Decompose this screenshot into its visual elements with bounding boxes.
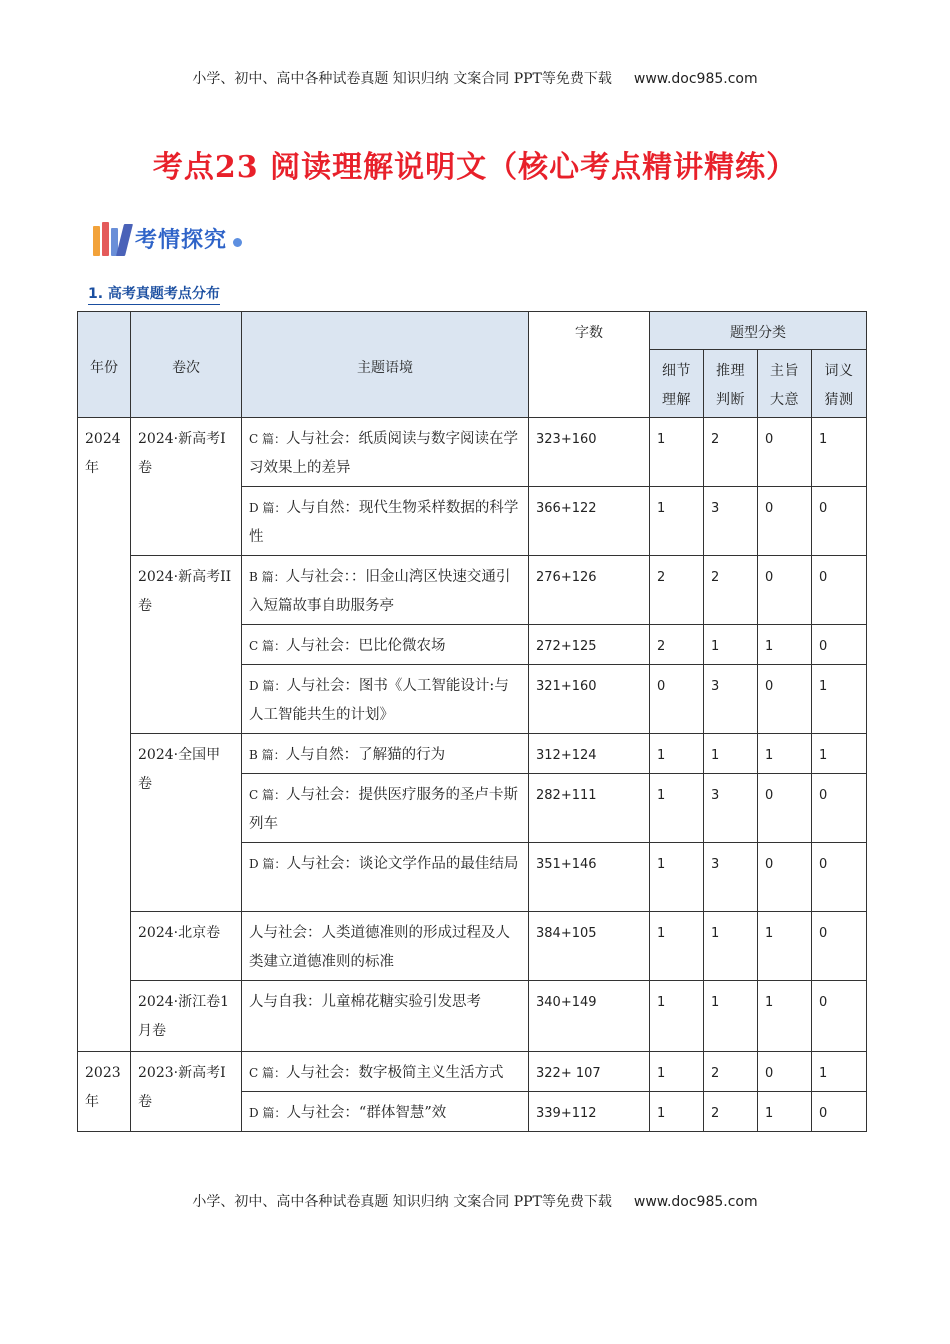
infer-count-cell: 2: [704, 1092, 758, 1132]
table-row: [78, 1052, 867, 1092]
word-count-cell: 276+126: [529, 556, 650, 625]
detail-count-cell: 1: [650, 912, 704, 981]
main-count-cell: 0: [758, 418, 812, 487]
detail-count-cell: 2: [650, 556, 704, 625]
theme-text: 人与社会：提供医疗服务的圣卢卡斯列车: [249, 787, 518, 832]
infer-count-cell: 2: [704, 556, 758, 625]
theme-cell: [242, 487, 529, 556]
distribution-table: [77, 311, 867, 1132]
infer-count-cell: 1: [704, 981, 758, 1052]
main-count-cell: 1: [758, 912, 812, 981]
word-count-cell: 351+146: [529, 843, 650, 912]
header-year: 年份: [78, 312, 131, 418]
word-count-cell: 272+125: [529, 625, 650, 665]
vocab-count-cell: 0: [812, 843, 867, 912]
word-count-cell: 282+111: [529, 774, 650, 843]
detail-count-cell: 1: [650, 487, 704, 556]
vocab-count-cell: 1: [812, 665, 867, 734]
main-count-cell: 0: [758, 1052, 812, 1092]
vocab-count-cell: 1: [812, 1052, 867, 1092]
theme-cell: [242, 1092, 529, 1132]
passage-label: B 篇：: [249, 748, 286, 762]
word-count-cell: 366+122: [529, 487, 650, 556]
passage-label: C 篇：: [249, 639, 286, 653]
infer-count-cell: 1: [704, 912, 758, 981]
vocab-count-cell: 1: [812, 418, 867, 487]
detail-count-cell: 1: [650, 1092, 704, 1132]
detail-count-cell: 0: [650, 665, 704, 734]
infer-count-cell: 3: [704, 774, 758, 843]
main-count-cell: 0: [758, 556, 812, 625]
paper-cell: 2024·新高考II卷: [131, 556, 242, 734]
header-main: 主旨大意: [758, 350, 812, 418]
word-count-cell: 340+149: [529, 981, 650, 1052]
passage-label: B 篇：: [249, 570, 286, 584]
section-banner: [93, 216, 242, 260]
word-count-cell: 384+105: [529, 912, 650, 981]
theme-text: 人与自我：儿童棉花糖实验引发思考: [249, 994, 481, 1010]
paper-cell: 2024·北京卷: [131, 912, 242, 981]
detail-count-cell: 2: [650, 625, 704, 665]
theme-text: 人与社会：巴比伦微农场: [286, 638, 446, 654]
header-infer: 推理判断: [704, 350, 758, 418]
passage-label: C 篇：: [249, 432, 286, 446]
theme-text: 人与社会：谈论文学作品的最佳结局: [286, 856, 519, 872]
paper-cell: 2024·全国甲卷: [131, 734, 242, 912]
header-url[interactable]: www.doc985.com: [633, 71, 758, 87]
footer-text: 小学、初中、高中各种试卷真题 知识归纳 文案合同 PPT等免费下载: [192, 1194, 612, 1210]
theme-cell: [242, 912, 529, 981]
word-count-cell: 322+ 107: [529, 1052, 650, 1092]
infer-count-cell: 3: [704, 843, 758, 912]
infer-count-cell: 1: [704, 734, 758, 774]
table-row: [78, 734, 867, 774]
detail-count-cell: 1: [650, 1052, 704, 1092]
header-types: 题型分类: [650, 312, 867, 350]
detail-count-cell: 1: [650, 843, 704, 912]
infer-count-cell: 2: [704, 418, 758, 487]
table-row: [78, 912, 867, 981]
table-row: [78, 556, 867, 625]
infer-count-cell: 2: [704, 1052, 758, 1092]
word-count-cell: 339+112: [529, 1092, 650, 1132]
paper-cell: 2023·新高考I卷: [131, 1052, 242, 1132]
theme-text: 人与社会：纸质阅读与数字阅读在学习效果上的差异: [249, 431, 518, 476]
year-cell: 2024年: [78, 418, 131, 1052]
infer-count-cell: 3: [704, 665, 758, 734]
theme-text: 人与社会：“群体智慧”效: [286, 1105, 447, 1121]
theme-cell: [242, 981, 529, 1052]
passage-label: D 篇：: [249, 679, 287, 693]
vocab-count-cell: 0: [812, 487, 867, 556]
theme-cell: [242, 556, 529, 625]
theme-cell: [242, 843, 529, 912]
vocab-count-cell: 0: [812, 556, 867, 625]
table-body: [78, 418, 867, 1132]
books-icon: [93, 220, 131, 256]
theme-text: 人与社会：：旧金山湾区快速交通引入短篇故事自助服务亭: [249, 569, 511, 614]
word-count-cell: 321+160: [529, 665, 650, 734]
section-label: 1. 高考真题考点分布: [88, 283, 220, 305]
main-count-cell: 1: [758, 734, 812, 774]
vocab-count-cell: 1: [812, 734, 867, 774]
theme-text: 人与社会：数字极简主义生活方式: [286, 1065, 504, 1081]
main-count-cell: 0: [758, 487, 812, 556]
theme-cell: [242, 1052, 529, 1092]
theme-cell: [242, 625, 529, 665]
detail-count-cell: 1: [650, 418, 704, 487]
theme-cell: [242, 665, 529, 734]
main-count-cell: 1: [758, 1092, 812, 1132]
word-count-cell: 312+124: [529, 734, 650, 774]
header-words: 字数: [529, 312, 650, 418]
theme-text: 人与社会：图书《人工智能设计:与人工智能共生的计划》: [249, 678, 509, 723]
header-vocab: 词义猜测: [812, 350, 867, 418]
theme-cell: [242, 774, 529, 843]
theme-cell: [242, 734, 529, 774]
infer-count-cell: 3: [704, 487, 758, 556]
detail-count-cell: 1: [650, 774, 704, 843]
passage-label: C 篇：: [249, 1066, 286, 1080]
vocab-count-cell: 0: [812, 981, 867, 1052]
main-count-cell: 1: [758, 625, 812, 665]
vocab-count-cell: 0: [812, 625, 867, 665]
header-detail: 细节理解: [650, 350, 704, 418]
dot-icon: [233, 238, 242, 247]
page-header: [0, 68, 950, 88]
vocab-count-cell: 0: [812, 912, 867, 981]
main-count-cell: 0: [758, 774, 812, 843]
vocab-count-cell: 0: [812, 1092, 867, 1132]
detail-count-cell: 1: [650, 981, 704, 1052]
table-row: [78, 981, 867, 1052]
word-count-cell: 323+160: [529, 418, 650, 487]
paper-cell: 2024·浙江卷1月卷: [131, 981, 242, 1052]
passage-label: D 篇：: [249, 857, 287, 871]
passage-label: C 篇：: [249, 788, 286, 802]
header-theme: 主题语境: [242, 312, 529, 418]
main-count-cell: 0: [758, 665, 812, 734]
infer-count-cell: 1: [704, 625, 758, 665]
year-cell: 2023年: [78, 1052, 131, 1132]
main-count-cell: 1: [758, 981, 812, 1052]
table-row: [78, 418, 867, 487]
main-count-cell: 0: [758, 843, 812, 912]
passage-label: D 篇：: [249, 501, 287, 515]
banner-label: 考情探究: [135, 227, 228, 253]
theme-cell: [242, 418, 529, 487]
header-paper: 卷次: [131, 312, 242, 418]
vocab-count-cell: 0: [812, 774, 867, 843]
header-text: 小学、初中、高中各种试卷真题 知识归纳 文案合同 PPT等免费下载: [192, 71, 612, 87]
theme-text: 人与社会：人类道德准则的形成过程及人类建立道德准则的标准: [249, 925, 510, 970]
page-footer: [0, 1191, 950, 1211]
passage-label: D 篇：: [249, 1106, 287, 1120]
detail-count-cell: 1: [650, 734, 704, 774]
theme-text: 人与自然：了解猫的行为: [285, 747, 446, 763]
paper-cell: 2024·新高考I卷: [131, 418, 242, 556]
footer-url[interactable]: www.doc985.com: [633, 1194, 758, 1210]
theme-text: 人与自然：现代生物采样数据的科学性: [249, 500, 519, 545]
page-title: 考点23 阅读理解说明文（核心考点精讲精练）: [152, 150, 798, 185]
